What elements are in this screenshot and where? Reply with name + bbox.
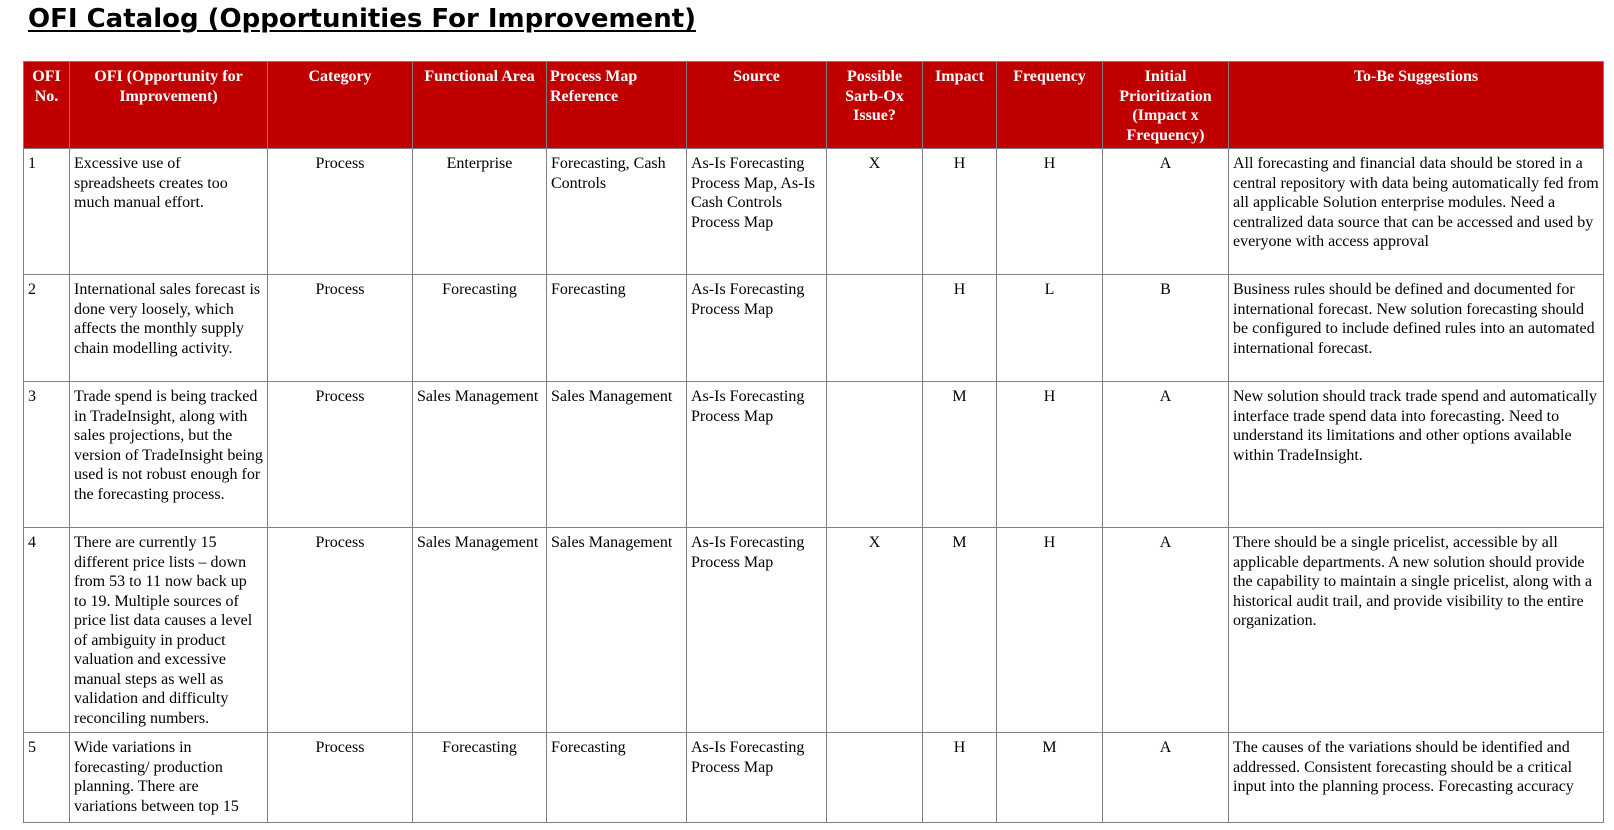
cell-sarb-ox (827, 275, 923, 382)
cell-category: Process (268, 275, 413, 382)
cell-frequency: M (997, 733, 1103, 823)
cell-process-map-reference: Forecasting, Cash Controls (547, 149, 687, 275)
cell-functional-area: Forecasting (413, 733, 547, 823)
table-row (24, 275, 1604, 382)
cell-ofi-no: 5 (24, 733, 70, 823)
cell-impact: M (923, 382, 997, 528)
cell-to-be-suggestions: There should be a single pricelist, accessible by all applicable departments. A new solution should provide the capability to maintain a single pricelist, along with a historical audit trail, and provide visibility to the entire organization. (1229, 528, 1604, 733)
cell-ofi: There are currently 15 different price lists – down from 53 to 11 now back up to 19. Multiple sources of price list data causes a level of ambiguity in product valuation and excessive manual steps as well as validation and difficulty reconciling numbers. (70, 528, 268, 733)
cell-sarb-ox (827, 382, 923, 528)
cell-source: As-Is Forecasting Process Map (687, 733, 827, 823)
cell-prioritization: A (1103, 149, 1229, 275)
cell-sarb-ox (827, 733, 923, 823)
cell-ofi-no: 4 (24, 528, 70, 733)
header-impact: Impact (923, 62, 997, 149)
cell-ofi-no: 3 (24, 382, 70, 528)
cell-functional-area: Forecasting (413, 275, 547, 382)
cell-to-be-suggestions: Business rules should be defined and documented for international forecast. New solution forecasting should be configured to include defined rules into an automated international forecast. (1229, 275, 1604, 382)
cell-source: As-Is Forecasting Process Map (687, 275, 827, 382)
cell-ofi: Wide variations in forecasting/ production planning. There are variations between top 15 (70, 733, 268, 823)
cell-category: Process (268, 149, 413, 275)
cell-source: As-Is Forecasting Process Map (687, 528, 827, 733)
table-row (24, 528, 1604, 733)
cell-impact: H (923, 149, 997, 275)
cell-process-map-reference: Forecasting (547, 275, 687, 382)
cell-category: Process (268, 733, 413, 823)
cell-functional-area: Sales Management (413, 382, 547, 528)
cell-ofi-no: 1 (24, 149, 70, 275)
cell-source: As-Is Forecasting Process Map (687, 382, 827, 528)
header-frequency: Frequency (997, 62, 1103, 149)
cell-process-map-reference: Forecasting (547, 733, 687, 823)
header-source: Source (687, 62, 827, 149)
table-header-row (24, 62, 1604, 149)
table-row (24, 149, 1604, 275)
cell-ofi: International sales forecast is done very loosely, which affects the monthly supply chain modelling activity. (70, 275, 268, 382)
cell-frequency: H (997, 528, 1103, 733)
cell-impact: M (923, 528, 997, 733)
cell-process-map-reference: Sales Management (547, 382, 687, 528)
header-ofi-no: OFI No. (24, 62, 70, 149)
cell-process-map-reference: Sales Management (547, 528, 687, 733)
cell-prioritization: A (1103, 382, 1229, 528)
cell-functional-area: Sales Management (413, 528, 547, 733)
header-functional-area: Functional Area (413, 62, 547, 149)
cell-frequency: L (997, 275, 1103, 382)
cell-category: Process (268, 382, 413, 528)
cell-ofi-no: 2 (24, 275, 70, 382)
cell-prioritization: A (1103, 528, 1229, 733)
cell-sarb-ox: X (827, 528, 923, 733)
cell-impact: H (923, 733, 997, 823)
table-row (24, 733, 1604, 823)
cell-to-be-suggestions: All forecasting and financial data should be stored in a central repository with data being automatically fed from all applicable Solution enterprise modules. Need a centralized data source that can be accessed and used by everyone with access approval (1229, 149, 1604, 275)
header-process-map-reference: Process Map Reference (547, 62, 687, 149)
page-title: OFI Catalog (Opportunities For Improvement) (28, 4, 697, 34)
ofi-catalog-table (23, 61, 1604, 823)
cell-to-be-suggestions: New solution should track trade spend and automatically interface trade spend data into forecasting. Need to understand its limitations and other options available within TradeInsight. (1229, 382, 1604, 528)
table-row (24, 382, 1604, 528)
cell-source: As-Is Forecasting Process Map, As-Is Cash Controls Process Map (687, 149, 827, 275)
header-category: Category (268, 62, 413, 149)
cell-ofi: Trade spend is being tracked in TradeInsight, along with sales projections, but the version of TradeInsight being used is not robust enough for the forecasting process. (70, 382, 268, 528)
cell-frequency: H (997, 382, 1103, 528)
header-initial-prioritization: Initial Prioritization (Impact x Frequency) (1103, 62, 1229, 149)
cell-functional-area: Enterprise (413, 149, 547, 275)
header-ofi: OFI (Opportunity for Improvement) (70, 62, 268, 149)
cell-impact: H (923, 275, 997, 382)
header-sarb-ox: Possible Sarb-Ox Issue? (827, 62, 923, 149)
cell-prioritization: B (1103, 275, 1229, 382)
cell-sarb-ox: X (827, 149, 923, 275)
cell-frequency: H (997, 149, 1103, 275)
header-to-be-suggestions: To-Be Suggestions (1229, 62, 1604, 149)
cell-ofi: Excessive use of spreadsheets creates too much manual effort. (70, 149, 268, 275)
cell-to-be-suggestions: The causes of the variations should be identified and addressed. Consistent forecasting should be a critical input into the planning process. Forecasting accuracy (1229, 733, 1604, 823)
cell-category: Process (268, 528, 413, 733)
cell-prioritization: A (1103, 733, 1229, 823)
